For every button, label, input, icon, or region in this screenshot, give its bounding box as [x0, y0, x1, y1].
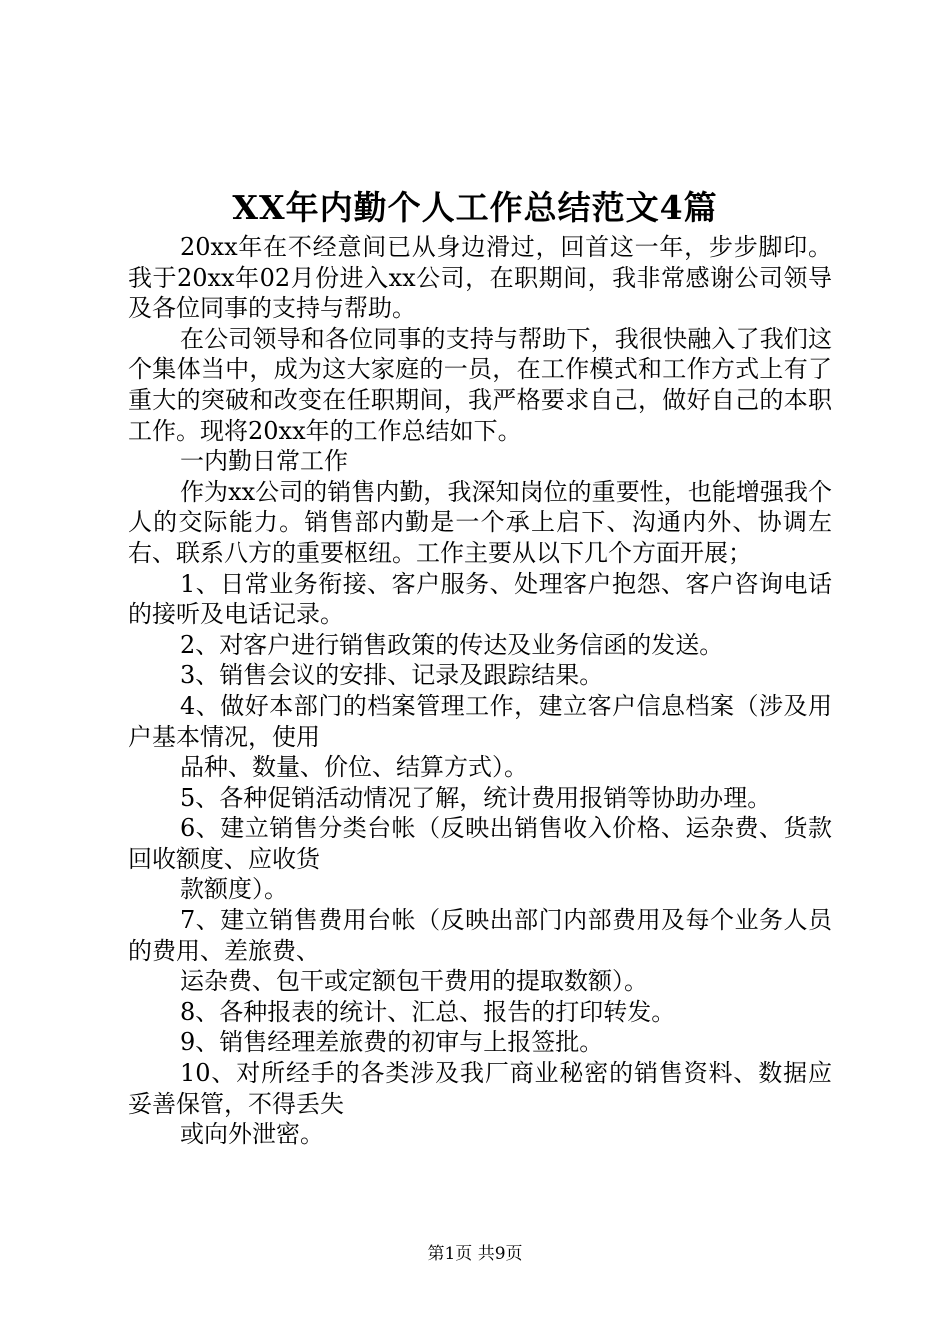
page-number-footer: 第1页 共9页 — [427, 1244, 523, 1264]
list-item: 9、销售经理差旅费的初审与上报签批。 — [180, 1028, 604, 1057]
list-item: 8、各种报表的统计、汇总、报告的打印转发。 — [180, 997, 676, 1026]
list-item: 2、对客户进行销售政策的传达及业务信函的发送。 — [180, 630, 724, 659]
paragraph: 20xx年在不经意间已从身边滑过，回首这一年，步步脚印。我于20xx年02月份进入xx公司，在职期间，我非常感谢公司领导及各位同事的支持与帮助。 — [128, 233, 832, 323]
section-heading: 一内勤日常工作 — [180, 447, 348, 476]
list-item: 5、各种促销活动情况了解，统计费用报销等协助办理。 — [180, 783, 772, 812]
list-item-continuation: 运杂费、包干或定额包干费用的提取数额）。 — [180, 967, 648, 996]
list-item: 10、对所经手的各类涉及我厂商业秘密的销售资料、数据应妥善保管，不得丢失 — [128, 1059, 832, 1118]
list-item-continuation: 或向外泄密。 — [180, 1120, 324, 1149]
paragraph: 在公司领导和各位同事的支持与帮助下，我很快融入了我们这个集体当中，成为这大家庭的一员，在工作模式和工作方式上有了重大的突破和改变在任职期间，我严格要求自己，做好自己的本职工作。现将20xx年的工作总结如下。 — [128, 324, 832, 445]
paragraph: 作为xx公司的销售内勤，我深知岗位的重要性，也能增强我个人的交际能力。销售部内勤是一个承上启下、沟通内外、协调左右、联系八方的重要枢纽。工作主要从以下几个方面开展； — [128, 477, 832, 567]
list-item: 1、日常业务衔接、客户服务、处理客户抱怨、客户咨询电话的接听及电话记录。 — [128, 569, 832, 629]
document-body — [128, 232, 832, 1150]
list-item: 6、建立销售分类台帐（反映出销售收入价格、运杂费、货款回收额度、应收货 — [128, 814, 832, 873]
document-title: XX年内勤个人工作总结范文4篇 — [232, 188, 718, 227]
list-item-continuation: 品种、数量、价位、结算方式）。 — [180, 753, 528, 782]
list-item-continuation: 款额度）。 — [180, 875, 288, 904]
list-item: 7、建立销售费用台帐（反映出部门内部费用及每个业务人员的费用、差旅费、 — [128, 906, 832, 965]
list-item: 4、做好本部门的档案管理工作，建立客户信息档案（涉及用户基本情况，使用 — [128, 691, 832, 751]
list-item: 3、销售会议的安排、记录及跟踪结果。 — [180, 661, 604, 690]
